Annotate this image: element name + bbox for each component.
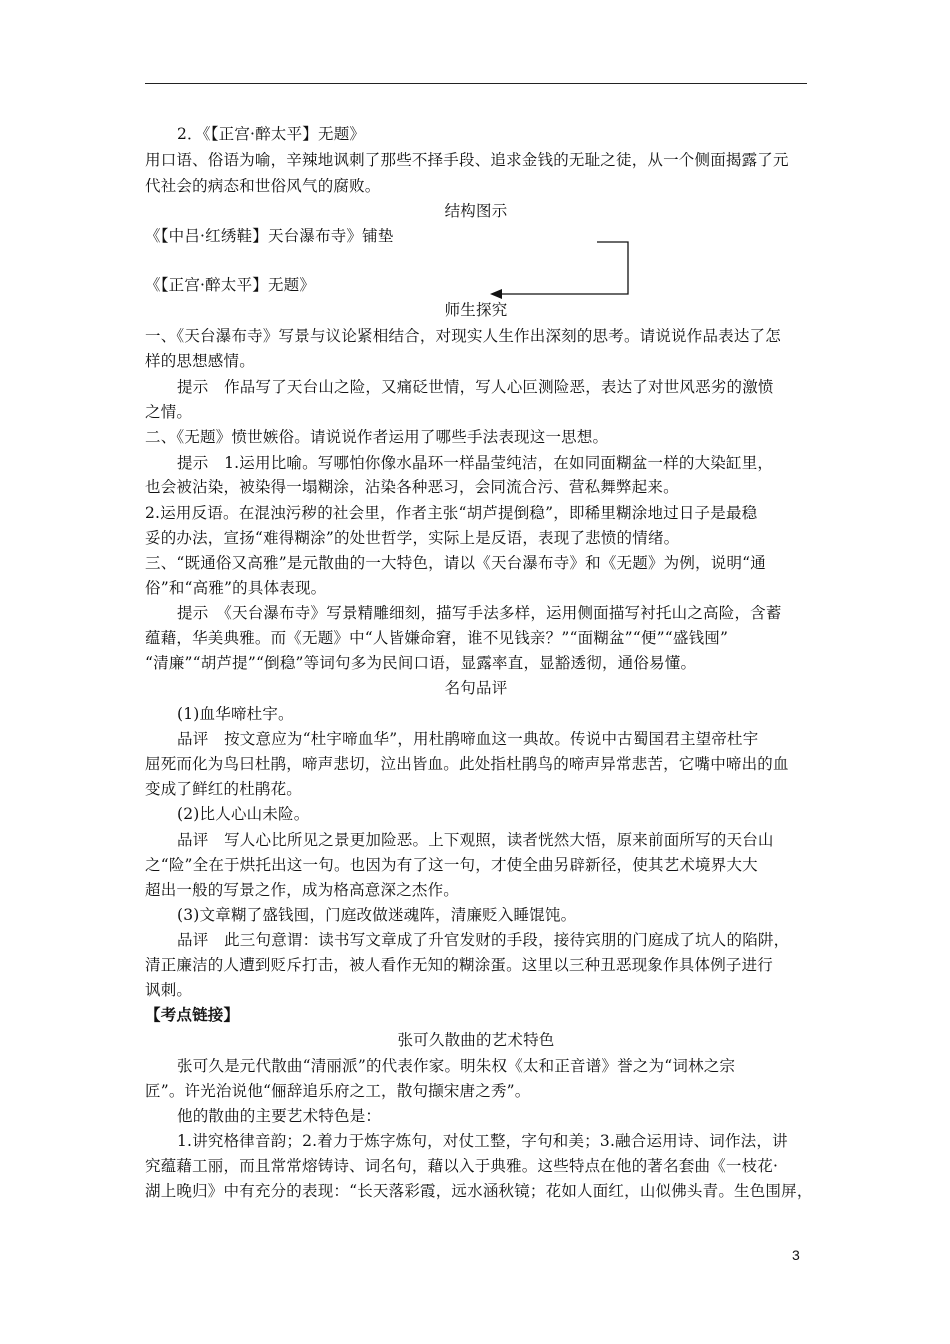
text-line: 代社会的病态和世俗风气的腐败。: [145, 177, 381, 195]
section-heading: 张可久散曲的艺术特色: [397, 1031, 555, 1049]
text-line: 清正廉洁的人遭到贬斥打击，被人看作无知的糊涂蛋。这里以三种丑恶现象作具体例子进行: [145, 956, 774, 974]
text-line: 匠”。许光治说他“俪辞追乐府之工，散句撷宋唐之秀”。: [145, 1082, 531, 1100]
section-heading: 名句品评: [444, 679, 508, 697]
structure-arrow-icon: [470, 236, 635, 306]
text-line: 变成了鲜红的杜鹃花。: [145, 780, 303, 798]
text-line: 也会被沾染，被染得一塌糊涂，沾染各种恶习，会同流合污、营私舞弊起来。: [145, 478, 679, 496]
text-line: 品评 此三句意谓：读书写文章成了升官发财的手段，接待宾朋的门庭成了坑人的陷阱，: [177, 931, 790, 949]
text-line: 三、“既通俗又高雅”是元散曲的一大特色，请以《天台瀑布寺》和《无题》为例，说明“通: [145, 554, 766, 572]
text-line: 蕴藉，华美典雅。而《无题》中“人皆嫌命窘，谁不见钱亲？”“面糊盆”“便”“盛钱囤”: [145, 629, 729, 647]
text-line: 提示 作品写了天台山之险，又痛砭世情，写人心叵测险恶，表达了对世风恶劣的激愤: [177, 378, 774, 396]
text-line: “清廉”“胡芦提”“倒稳”等词句多为民间口语，显露率直，显豁透彻，通俗易懂。: [145, 654, 697, 672]
page-number: 3: [792, 1247, 800, 1263]
text-line: 妥的办法，宣扬“难得糊涂”的处世哲学，实际上是反语，表现了悲愤的情绪。: [145, 529, 680, 547]
section-heading: 结构图示: [444, 202, 508, 220]
header-rule: [145, 83, 807, 84]
diagram-label-bottom: 《【正宫·醉太平】无题》: [145, 276, 316, 294]
text-line: 超出一般的写景之作，成为格高意深之杰作。: [145, 881, 460, 899]
section-heading: 师生探究: [444, 301, 508, 319]
text-line: 一、《天台瀑布寺》写景与议论紧相结合，对现实人生作出深刻的思考。请说说作品表达了怎: [145, 327, 781, 345]
text-line: 湖上晚归》中有充分的表现：“长天落彩霞，远水涵秋镜；花如人面红，山似佛头青。生色围屏，: [145, 1182, 813, 1200]
text-line: 1.讲究格律音韵；2.着力于炼字炼句，对仗工整，字句和美；3.融合运用诗、词作法，讲: [177, 1132, 788, 1150]
text-line: 之“险”全在于烘托出这一句。也因为有了这一句，才使全曲另辟新径，使其艺术境界大大: [145, 856, 758, 874]
text-line: 二、《无题》愤世嫉俗。请说说作者运用了哪些手法表现这一思想。: [145, 428, 609, 446]
diagram-label-top: 《【中吕·红绣鞋】天台瀑布寺》铺垫: [145, 227, 394, 245]
text-line: 他的散曲的主要艺术特色是：: [177, 1107, 382, 1125]
text-line: 样的思想感情。: [145, 352, 255, 370]
text-line: 讽刺。: [145, 981, 193, 999]
text-line: (3)文章糊了盛钱囤，门庭改做迷魂阵，清廉贬入睡馄饨。: [177, 906, 577, 924]
text-line: 张可久是元代散曲“清丽派”的代表作家。明朱权《太和正音谱》誉之为“词林之宗: [177, 1057, 736, 1075]
text-line: 之情。: [145, 403, 193, 421]
section-label: 【考点链接】: [145, 1005, 240, 1024]
text-line: 品评 写人心比所见之景更加险恶。上下观照，读者恍然大悟，原来前面所写的天台山: [177, 831, 774, 849]
text-line: 俗”和“高雅”的具体表现。: [145, 579, 327, 597]
text-line: (1)血华啼杜宇。: [177, 705, 294, 723]
text-line: 提示 《天台瀑布寺》写景精雕细刻，描写手法多样，运用侧面描写衬托山之高险，含蓄: [177, 604, 782, 622]
text-line: 品评 按文意应为“杜宇啼血华”，用杜鹃啼血这一典故。传说中古蜀国君主望帝杜宇: [177, 730, 759, 748]
text-line: (2)比人心山未险。: [177, 805, 310, 823]
text-line: 2.运用反语。在混浊污秽的社会里，作者主张“胡芦提倒稳”，即稀里糊涂地过日子是最稳: [145, 504, 758, 522]
subtitle: 2．《【正宫·醉太平】无题》: [177, 125, 366, 143]
text-line: 提示 1.运用比喻。写哪怕你像水晶环一样晶莹纯洁，在如同面糊盆一样的大染缸里，: [177, 454, 774, 472]
text-line: 用口语、俗语为喻，辛辣地讽刺了那些不择手段、追求金钱的无耻之徒，从一个侧面揭露了元: [145, 151, 789, 169]
text-line: 究蕴藉工丽，而且常常熔铸诗、词名句，藉以入于典雅。这些特点在他的著名套曲《一枝花·: [145, 1157, 779, 1175]
text-line: 屈死而化为鸟曰杜鹃，啼声悲切，泣出皆血。此处指杜鹃鸟的啼声异常悲苦，它嘴中啼出的血: [145, 755, 789, 773]
